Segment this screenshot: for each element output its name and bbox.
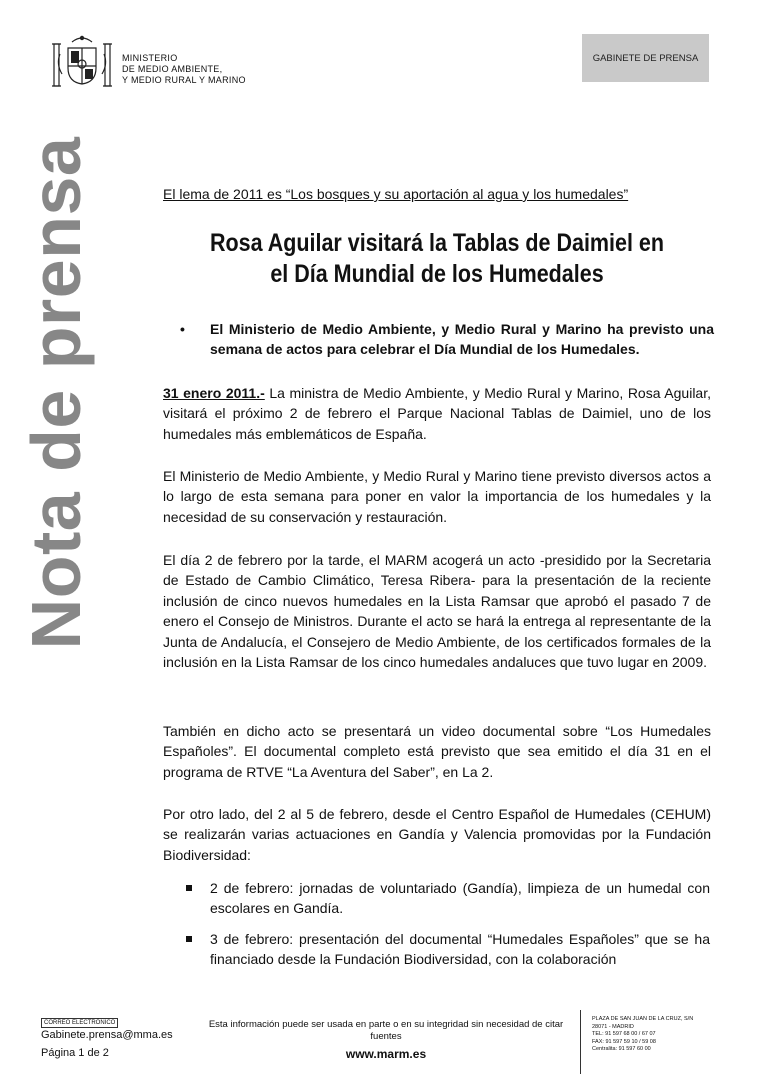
list-item-text: 2 de febrero: jornadas de voluntariado (Gandía), limpieza de un humedal con escolares en Gandía.: [210, 880, 710, 917]
ministry-name: [122, 53, 246, 86]
lema: El lema de 2011 es “Los bosques y su aportación al agua y los humedales”: [163, 186, 629, 202]
paragraph-5: Por otro lado, del 2 al 5 de febrero, desde el Centro Español de Humedales (CEHUM) se realizarán varias actuaciones en Gandía y Valencia promovidas por la Fundación Biodiversidad:: [163, 806, 711, 863]
page-number: Página 1 de 2: [41, 1047, 109, 1059]
square-bullet-icon: [186, 885, 192, 891]
address-line: PLAZA DE SAN JUAN DE LA CRUZ, S/N: [592, 1016, 694, 1022]
website-link[interactable]: www.marm.es: [345, 1047, 427, 1061]
email-label: CORREO ELECTRÓNICO: [41, 1018, 118, 1028]
bullet-icon: •: [180, 321, 185, 337]
address-block: [592, 1016, 693, 1054]
press-office-box: [582, 34, 709, 82]
date-lead: 31 enero 2011.-: [163, 385, 265, 401]
email-link[interactable]: Gabinete.prensa@mma.es: [41, 1029, 173, 1041]
list-item-text: 3 de febrero: presentación del documental “Humedales Españoles” que se ha financiado desde la Fundación Biodiversidad, con la colaboración: [210, 931, 710, 968]
paragraph-1: [163, 383, 711, 444]
usage-notice: Esta información puede ser usada en parte o en su integridad sin necesidad de citar fuentes: [208, 1019, 564, 1042]
list-item: [210, 878, 710, 919]
square-bullet-icon: [186, 936, 192, 942]
ministry-line: MINISTERIO: [122, 53, 178, 63]
paragraph-1-text: La ministra de Medio Ambiente, y Medio Rural y Marino, Rosa Aguilar, visitará el próximo 2 de febrero el Parque Nacional Tablas de Daimiel, uno de los humedales más emblemáticos de España.: [163, 385, 711, 442]
side-label: Nota de prensa: [17, 136, 95, 649]
footer-divider: [580, 1010, 581, 1074]
address-line: TEL: 91 597 68 00 / 67 07: [592, 1031, 656, 1038]
page-title: Rosa Aguilar visitará la Tablas de Daimiel en el Día Mundial de los Humedales: [209, 229, 665, 288]
address-line: FAX: 91 597 59 10 / 59 08: [592, 1038, 656, 1045]
side-label-container: [17, 136, 95, 649]
paragraph-4: También en dicho acto se presentará un video documental sobre “Los Humedales Españoles”. El documental completo está previsto que sea emitido el día 31 en el programa de RTVE “La Aventura del Saber”, en La 2.: [163, 723, 711, 780]
summary-bullet-text: El Ministerio de Medio Ambiente, y Medio Rural y Marino ha previsto una semana de actos para celebrar el Día Mundial de los Humedales.: [210, 321, 714, 357]
list-item: [210, 929, 710, 970]
paragraph-2: El Ministerio de Medio Ambiente, y Medio Rural y Marino tiene previsto diversos actos a lo largo de esta semana para poner en valor la importancia de los humedales y la necesidad de su conservación y restauración.: [163, 468, 711, 525]
coat-of-arms-icon: [50, 34, 114, 94]
press-office-label: GABINETE DE PRENSA: [592, 52, 699, 64]
ministry-line: DE MEDIO AMBIENTE,: [122, 64, 223, 74]
address-line: Centralita: 91 597 60 00: [592, 1046, 651, 1053]
address-line: 28071 - MADRID: [592, 1023, 634, 1030]
paragraph-3: El día 2 de febrero por la tarde, el MARM acogerá un acto -presidido por la Secretaria de Estado de Cambio Climático, Teresa Ribera- para la presentación de la reciente inclusión de cinco nuevos humedales en la Lista Ramsar que aprobó el pasado 7 de enero el Consejo de Ministros. Durante el acto se hará la entrega al representante de la Junta de Andalucía, el Consejero de Medio Ambiente, de los certificados formales de la inclusión en la Lista Ramsar de los cinco humedales andaluces que tuvo lugar en 2009.: [163, 552, 711, 671]
ministry-line: Y MEDIO RURAL Y MARINO: [122, 75, 246, 85]
summary-bullet: [180, 319, 714, 359]
